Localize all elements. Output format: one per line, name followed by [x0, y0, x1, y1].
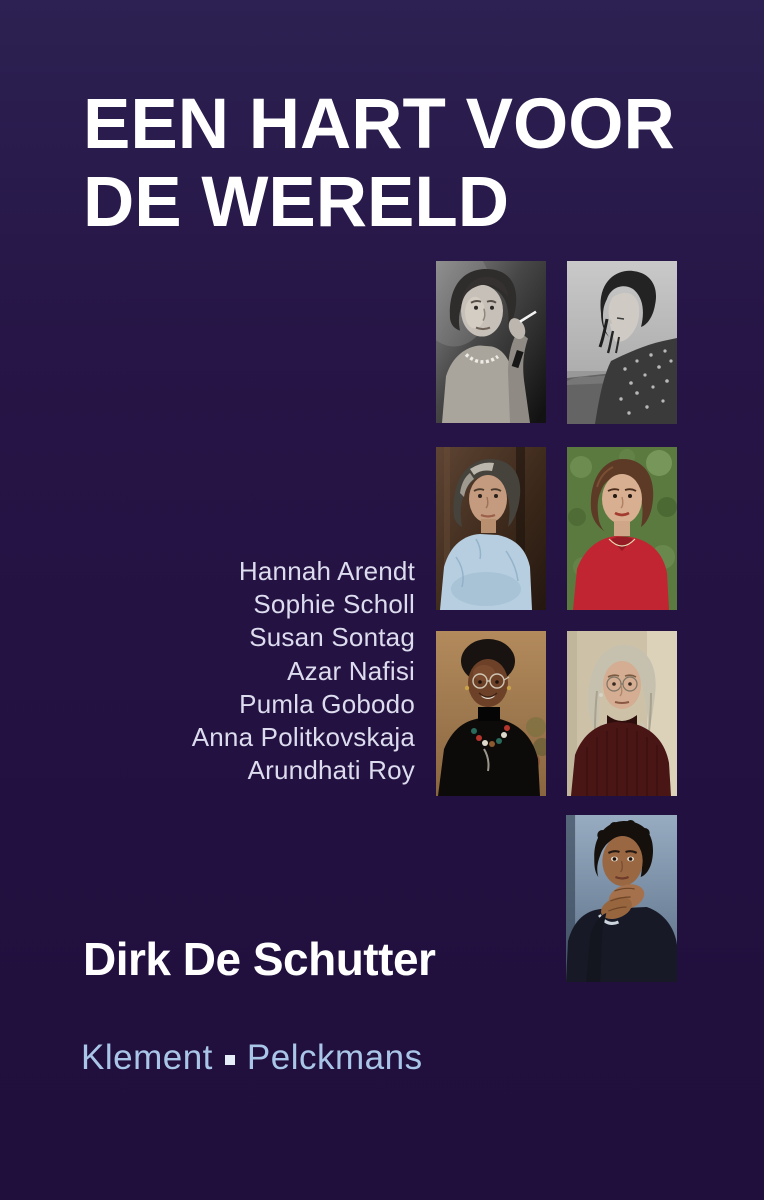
book-title	[83, 86, 675, 242]
title-line-1: EEN HART VOOR	[83, 85, 675, 164]
name-item: Arundhati Roy	[247, 755, 415, 786]
name-item: Pumla Gobodo	[239, 688, 415, 719]
portrait-hannah-arendt	[436, 261, 546, 423]
publisher-line	[81, 1040, 423, 1075]
title-line-2: DE WERELD	[83, 163, 509, 242]
portrait-azar-nafisi	[567, 447, 677, 610]
name-item: Sophie Scholl	[253, 589, 415, 620]
names-list	[192, 555, 415, 787]
portrait-susan-sontag	[436, 447, 546, 610]
portrait-pumla-gobodo	[436, 631, 546, 796]
name-item: Anna Politkovskaja	[191, 722, 415, 753]
author-name: Dirk De Schutter	[83, 933, 436, 985]
publisher-name-right: Pelckmans	[246, 1038, 423, 1077]
name-item: Hannah Arendt	[238, 556, 415, 586]
portrait-anna-politkovskaja	[567, 631, 677, 796]
name-item: Susan Sontag	[249, 622, 415, 653]
portrait-sophie-scholl	[567, 261, 677, 424]
square-bullet-icon	[225, 1055, 235, 1065]
publisher-name-left: Klement	[81, 1038, 213, 1077]
portrait-arundhati-roy	[566, 815, 677, 982]
name-item: Azar Nafisi	[287, 655, 415, 686]
